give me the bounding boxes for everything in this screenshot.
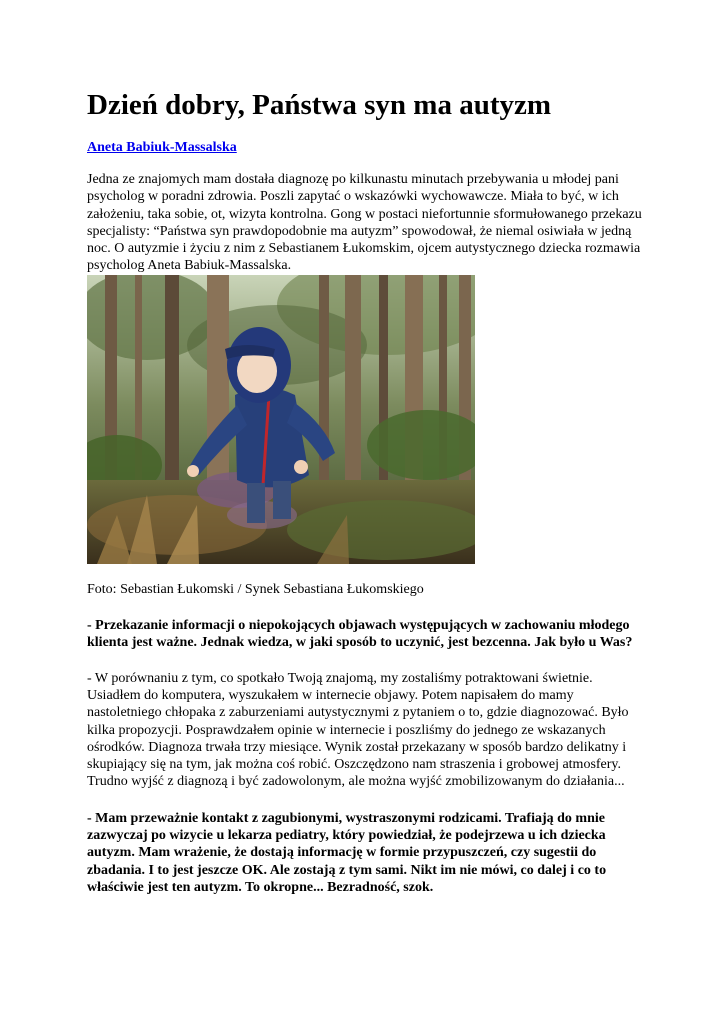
- article-title: Dzień dobry, Państwa syn ma autyzm: [87, 89, 552, 121]
- article: [87, 88, 647, 896]
- article-lead: Jedna ze znajomych mam dostała diagnozę po kilkunastu minutach przebywania u młodej pani psycholog w poradni zdrowia. Poszli zapytać o wskazówki wychowawcze. Miała to być, w ich założeniu, taka sobie, ot, wizyta kontrolna. Gong w postaci niefortunnie sformułowanego przekazu specjalisty: “Państwa syn prawdopodobnie ma autyzm” spowodował, że niemal osiwiała w jedną noc. O autyzmie i życiu z nim z Sebastianem Łukomskim, ojcem autystycznego dziecka rozmawia psycholog Aneta Babiuk-Massalska.: [87, 172, 642, 274]
- author-link[interactable]: Aneta Babiuk-Massalska: [87, 140, 237, 155]
- photo-caption: Foto: Sebastian Łukomski / Synek Sebastiana Łukomskiego: [87, 581, 424, 597]
- interview-question: - Mam przeważnie kontakt z zagubionymi, wystraszonymi rodzicami. Trafiają do mnie zazwyczaj po wizycie u lekarza pediatry, który powiedział, że podejrzewa u ich dziecka autyzm. Mam wrażenie, że dostają informację w formie przypuszczeń, czy sugestii do zbadania. I to jest jeszcze OK. Ale zostają z tym sami. Nikt im nie mówi, co dalej i co to właściwie jest ten autyzm. To okropne... Bezradność, szok.: [87, 810, 607, 895]
- photo-child-in-forest: [87, 275, 475, 564]
- article-photo: [87, 275, 475, 564]
- interview-question: - Przekazanie informacji o niepokojących objawach występujących w zachowaniu młodego klienta jest ważne. Jednak wiedza, w jaki sposób to uczynić, jest bezcenna. Jak było u Was?: [87, 618, 633, 651]
- interview-answer: - W porównaniu z tym, co spotkało Twoją znajomą, my zostaliśmy potraktowani świetnie. Usiadłem do komputera, wyszukałem w internecie objawy. Potem napisałem do mamy nastoletniego chłopaka z zaburzeniami autystycznymi z pytaniem o to, gdzie diagnozować. Było kilka propozycji. Posprawdzałem opinie w internecie i poszliśmy do jednego ze wskazanych ośrodków. Diagnoza trwała trzy miesiące. Wynik został przekazany w sposób bardzo delikatny i skupiający się na tym, jak można coś robić. Oszczędzono nam straszenia i grobowej atmosfery. Trudno wyjść z diagnozą i być zadowolonym, ale można wyjść zmobilizowanym do działania...: [87, 670, 629, 790]
